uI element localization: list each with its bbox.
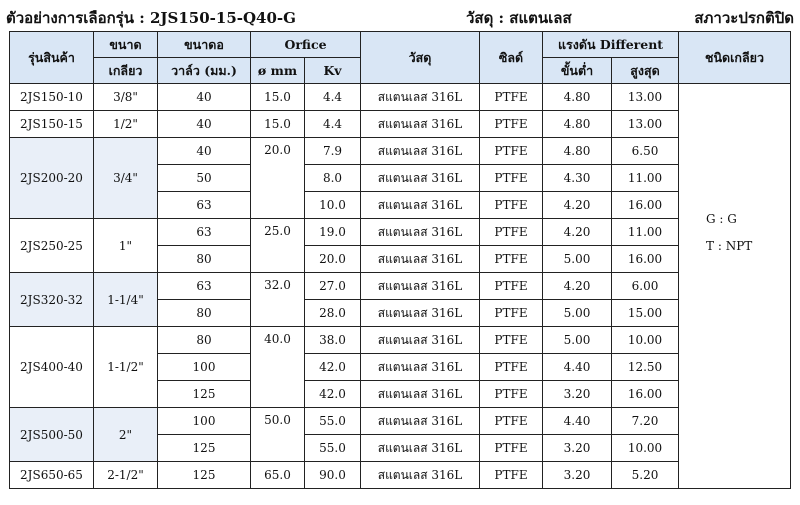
max-cell: 6.00: [612, 273, 679, 300]
max-cell: 16.00: [612, 381, 679, 408]
max-cell: 5.20: [612, 462, 679, 489]
header-max: สูงสุด: [612, 58, 679, 84]
valve-cell: 100: [158, 354, 251, 381]
dia-cell: 25.0: [251, 219, 305, 273]
min-cell: 3.20: [543, 462, 612, 489]
size-cell: 1-1/2": [94, 327, 158, 408]
material-cell: สแตนเลส 316L: [361, 246, 480, 273]
material-cell: สแตนเลส 316L: [361, 111, 480, 138]
max-cell: 13.00: [612, 84, 679, 111]
seal-cell: PTFE: [480, 300, 543, 327]
valve-cell: 50: [158, 165, 251, 192]
size-cell: 2-1/2": [94, 462, 158, 489]
model-cell: 2JS150-10: [10, 84, 94, 111]
kv-cell: 42.0: [305, 381, 361, 408]
seal-cell: PTFE: [480, 408, 543, 435]
seal-cell: PTFE: [480, 192, 543, 219]
min-cell: 3.20: [543, 381, 612, 408]
example-title: ตัวอย่างการเลือกรุ่น : 2JS150-15-Q40-G: [6, 9, 296, 27]
dia-cell: 32.0: [251, 273, 305, 327]
thread-type-cell: [679, 84, 791, 489]
valve-cell: 63: [158, 192, 251, 219]
kv-cell: 55.0: [305, 408, 361, 435]
kv-cell: 28.0: [305, 300, 361, 327]
valve-cell: 125: [158, 381, 251, 408]
table-row: [10, 111, 791, 138]
model-cell: 2JS650-65: [10, 462, 94, 489]
header-model: รุ่นสินค้า: [10, 32, 94, 84]
table-row: [10, 219, 791, 246]
material-cell: สแตนเลส 316L: [361, 462, 480, 489]
size-cell: 3/4": [94, 138, 158, 219]
min-cell: 5.00: [543, 327, 612, 354]
valve-cell: 125: [158, 462, 251, 489]
valve-cell: 80: [158, 246, 251, 273]
header-min: ขั้นต่ำ: [543, 58, 612, 84]
model-cell: 2JS500-50: [10, 408, 94, 462]
material-cell: สแตนเลส 316L: [361, 84, 480, 111]
max-cell: 15.00: [612, 300, 679, 327]
max-cell: 11.00: [612, 165, 679, 192]
kv-cell: 55.0: [305, 435, 361, 462]
header-kv: Kv: [305, 58, 361, 84]
dia-cell: 50.0: [251, 408, 305, 462]
table-row: [10, 273, 791, 300]
kv-cell: 10.0: [305, 192, 361, 219]
dia-cell: 15.0: [251, 84, 305, 111]
header-material: วัสดุ: [361, 32, 480, 84]
model-cell: 2JS320-32: [10, 273, 94, 327]
min-cell: 3.20: [543, 435, 612, 462]
table-row: [10, 408, 791, 435]
seal-cell: PTFE: [480, 435, 543, 462]
size-cell: 1/2": [94, 111, 158, 138]
material-cell: สแตนเลส 316L: [361, 138, 480, 165]
material-cell: สแตนเลส 316L: [361, 435, 480, 462]
seal-cell: PTFE: [480, 273, 543, 300]
thread-type-g: G : G: [706, 212, 737, 226]
header-pressure: แรงดัน Different: [543, 32, 679, 58]
max-cell: 7.20: [612, 408, 679, 435]
valve-cell: 40: [158, 84, 251, 111]
valve-cell: 40: [158, 111, 251, 138]
model-cell: 2JS250-25: [10, 219, 94, 273]
kv-cell: 4.4: [305, 111, 361, 138]
header-size-bottom: เกลียว: [94, 58, 158, 84]
max-cell: 16.00: [612, 246, 679, 273]
material-title: วัสดุ : สแตนเลส: [466, 9, 572, 27]
min-cell: 4.40: [543, 408, 612, 435]
model-cell: 2JS400-40: [10, 327, 94, 408]
material-cell: สแตนเลส 316L: [361, 165, 480, 192]
min-cell: 4.80: [543, 111, 612, 138]
min-cell: 4.20: [543, 219, 612, 246]
min-cell: 4.80: [543, 84, 612, 111]
min-cell: 4.30: [543, 165, 612, 192]
state-title: สภาวะปรกติปิด: [694, 9, 794, 27]
header-orifice: Orfice: [251, 32, 361, 58]
header-seal: ซิลด์: [480, 32, 543, 84]
table-row: [10, 138, 791, 165]
max-cell: 16.00: [612, 192, 679, 219]
seal-cell: PTFE: [480, 111, 543, 138]
valve-cell: 63: [158, 273, 251, 300]
valve-cell: 80: [158, 327, 251, 354]
seal-cell: PTFE: [480, 381, 543, 408]
kv-cell: 27.0: [305, 273, 361, 300]
dia-cell: 65.0: [251, 462, 305, 489]
valve-cell: 125: [158, 435, 251, 462]
header-row-1: [10, 32, 791, 58]
material-cell: สแตนเลส 316L: [361, 300, 480, 327]
material-cell: สแตนเลส 316L: [361, 354, 480, 381]
seal-cell: PTFE: [480, 354, 543, 381]
material-cell: สแตนเลส 316L: [361, 327, 480, 354]
kv-cell: 7.9: [305, 138, 361, 165]
kv-cell: 42.0: [305, 354, 361, 381]
size-cell: 1-1/4": [94, 273, 158, 327]
material-cell: สแตนเลส 316L: [361, 219, 480, 246]
dia-cell: 40.0: [251, 327, 305, 408]
dia-cell: 15.0: [251, 111, 305, 138]
material-cell: สแตนเลส 316L: [361, 381, 480, 408]
valve-cell: 80: [158, 300, 251, 327]
model-cell: 2JS150-15: [10, 111, 94, 138]
material-cell: สแตนเลส 316L: [361, 273, 480, 300]
min-cell: 5.00: [543, 246, 612, 273]
valve-cell: 40: [158, 138, 251, 165]
seal-cell: PTFE: [480, 165, 543, 192]
table-row: [10, 327, 791, 354]
thread-type-npt: T : NPT: [706, 239, 753, 253]
min-cell: 4.20: [543, 192, 612, 219]
table-row: [10, 462, 791, 489]
model-cell: 2JS200-20: [10, 138, 94, 219]
kv-cell: 8.0: [305, 165, 361, 192]
kv-cell: 19.0: [305, 219, 361, 246]
min-cell: 4.20: [543, 273, 612, 300]
min-cell: 4.80: [543, 138, 612, 165]
min-cell: 5.00: [543, 300, 612, 327]
kv-cell: 38.0: [305, 327, 361, 354]
seal-cell: PTFE: [480, 327, 543, 354]
valve-cell: 63: [158, 219, 251, 246]
max-cell: 6.50: [612, 138, 679, 165]
header-valve-top: ขนาดอ: [158, 32, 251, 58]
kv-cell: 20.0: [305, 246, 361, 273]
max-cell: 11.00: [612, 219, 679, 246]
title-bar: [0, 0, 800, 30]
seal-cell: PTFE: [480, 219, 543, 246]
max-cell: 10.00: [612, 327, 679, 354]
spec-table: [9, 31, 791, 489]
seal-cell: PTFE: [480, 138, 543, 165]
max-cell: 13.00: [612, 111, 679, 138]
max-cell: 12.50: [612, 354, 679, 381]
header-dia: ø mm: [251, 58, 305, 84]
seal-cell: PTFE: [480, 84, 543, 111]
material-cell: สแตนเลส 316L: [361, 408, 480, 435]
min-cell: 4.40: [543, 354, 612, 381]
material-cell: สแตนเลส 316L: [361, 192, 480, 219]
size-cell: 3/8": [94, 84, 158, 111]
header-valve-bottom: วาล์ว (มม.): [158, 58, 251, 84]
kv-cell: 90.0: [305, 462, 361, 489]
seal-cell: PTFE: [480, 462, 543, 489]
size-cell: 2": [94, 408, 158, 462]
kv-cell: 4.4: [305, 84, 361, 111]
seal-cell: PTFE: [480, 246, 543, 273]
valve-cell: 100: [158, 408, 251, 435]
size-cell: 1": [94, 219, 158, 273]
table-row: [10, 84, 791, 111]
header-size-top: ขนาด: [94, 32, 158, 58]
dia-cell: 20.0: [251, 138, 305, 219]
max-cell: 10.00: [612, 435, 679, 462]
header-thread-type: ชนิดเกลียว: [679, 32, 791, 84]
